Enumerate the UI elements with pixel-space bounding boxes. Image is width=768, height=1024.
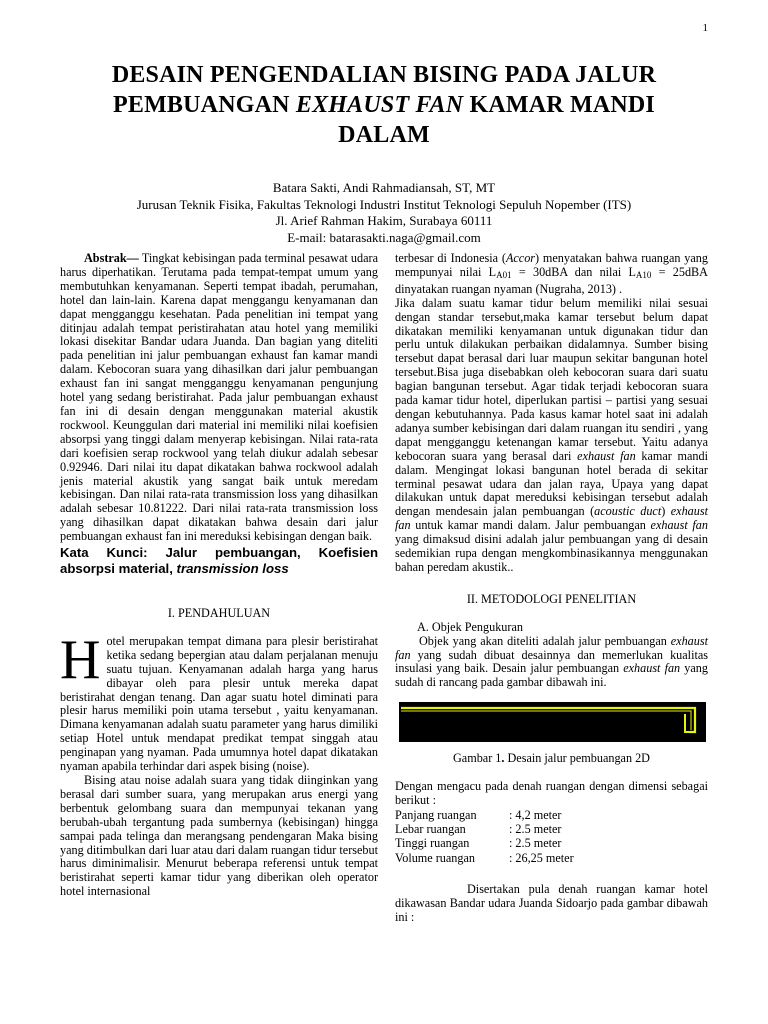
rp1-b: ) menyatakan bahwa ruangan yang mempunyai nilai L xyxy=(395,251,708,279)
rp2-c: ) xyxy=(661,504,671,519)
right-paragraph-5: Disertakan pula denah ruangan kamar hotel dikawasan Bandar udara Juanda Sidoarjo pada gambar dibawah ini : xyxy=(395,881,708,924)
keywords-text: Jalur pembuangan, Koefisien absorpsi material, xyxy=(60,545,378,577)
section-heading-introduction: I. PENDAHULUAN xyxy=(167,606,271,621)
rp1-subscript-1: A01 xyxy=(496,269,512,280)
dimension-value: : 2.5 meter xyxy=(509,836,562,851)
abstract-label: Abstrak— xyxy=(84,251,139,265)
rp3-c: yang sudah di rancang pada gambar dibawah ini. xyxy=(395,661,708,690)
dimension-value: : 4,2 meter xyxy=(509,808,562,822)
rp2-d: untuk kamar mandi dalam. Jalur pembuangan xyxy=(410,518,651,533)
dimension-label: Volume ruangan xyxy=(395,850,475,865)
rp3-a: Objek yang akan diteliti adalah jalur pembuangan xyxy=(419,633,671,648)
dimension-label: Tinggi ruangan xyxy=(395,836,470,851)
table-row xyxy=(395,822,574,836)
rp3-emphasis-1: exhaust fan xyxy=(395,633,708,662)
dimension-value: : 2.5 meter xyxy=(509,822,562,837)
figure-caption xyxy=(395,752,708,766)
table-row xyxy=(395,851,574,865)
dimension-label: Lebar ruangan xyxy=(395,822,466,837)
drop-cap: H xyxy=(60,628,101,691)
rp3-b: yang sudah dibuat desainnya dan memerlukan kualitas insulasi yang baik. Desain jalur pembuangan xyxy=(395,647,708,676)
rp2-b: kamar mandi dalam. Mengingat lokasi bangunan hotel berada di sekitar terminal pesawat udara dan jalan raya, Upaya yang dapat dilakukan untuk dapat mereduksi kebisingan tersebut adalah dengan mendesain jalan pembuangan ( xyxy=(395,448,708,519)
rp2-e: yang dimaksud disini adalah jalur pembuangan yang di desain sedemikian rupa dengan mengkombinasikannya menggunakan bahan peredam akustik.. xyxy=(395,532,708,574)
intro-paragraph-1 xyxy=(60,628,378,774)
title-line-2-post: KAMAR MANDI xyxy=(463,92,655,118)
right-paragraph-1 xyxy=(395,252,708,297)
intro-paragraph-2: Bising atau noise adalah suara yang tidak diinginkan yang berasal dari sumber suara, yang merupakan arus energi yang berbentuk gelombang suara dan mempunyai tekanan yang berubah-ubah tergantung pada sumbernya (kebisingan) hingga sampai pada telinga dan merangsang pendengaran Maka bising yang ditimbulkan dari luar atau dari dalam ruangan tidur tersebut harus diminimalisir. Menurut beberapa referensi untuk tempat beristirahat seperti kamar tidur yang diberikan oleh operator hotel internasional xyxy=(60,773,378,899)
author-address: Jl. Arief Rahman Hakim, Surabaya 60111 xyxy=(275,213,493,228)
rp2-emphasis-3: exhaust fan xyxy=(395,504,708,533)
title-line-1: DESAIN PENGENDALIAN BISING PADA JALUR xyxy=(111,62,657,88)
abstract-text: Tingkat kebisingan pada terminal pesawat udara harus diperhatikan. Terutama pada tempat-tempat umum yang membutuhkan kenyamanan. Seperti tempat ibadah, perumahan, hotel dan lain-lain. Karena dapat menggangu kenyamanan dan dapat mengganggu kesehatan. Pada penelitian ini tempat yang ditinjau adalah tempat peristirahatan atau hotel yang memiliki lokasi disekitar Bandar udara Juanda. Dan bagian yang diteliti pada penelitian ini jalur pembuangan exhaust fan kamar mandi dalam. Kebocoran suara yang dihasilkan dari jalur pembuangan exhaust fan ini sangat mengganggu kenyamanan pengunjung hotel yang sedang beristirahat. Pada jalur pembuangan exhaust fan ini di desain dengan menggunakan material akustik rockwool. Keunggulan dari material ini memiliki nilai koefisien absorpsi yang tinggi dalam menyerap kebisingan. Nilai rata-rata dari koefisien serap rockwool yang telah diukur adalah sebesar 0.92946. Dari nilai itu dapat dikatakan bahwa rockwool adalah jenis material akustik yang sangat baik untuk meredam kebisingan. Dan nilai rata-rata transmission loss yang dihasilkan adalah sebesar 10.81222. Dari nilai rata-rata transmission loss yang dihasilkan dapat dikatakan bahwa desain dari jalur pembuangan exhaust fan ini mereduksi kebisingan dengan baik. xyxy=(60,251,378,544)
figure-caption-dot: . xyxy=(501,751,505,766)
section-heading-methodology: II. METODOLOGI PENELITIAN xyxy=(466,591,637,606)
table-row xyxy=(395,808,574,822)
author-names: Batara Sakti, Andi Rahmadiansah, ST, MT xyxy=(272,180,496,195)
right-column xyxy=(395,252,708,925)
right-paragraph-2 xyxy=(395,297,708,575)
page-number: 1 xyxy=(702,22,708,34)
author-affiliation: Jurusan Teknik Fisika, Fakultas Teknologi Industri Institut Teknologi Sepuluh Nopember (ITS) xyxy=(136,196,632,212)
keywords xyxy=(60,545,378,577)
rp3-emphasis-2: exhaust fan xyxy=(623,661,681,676)
left-column xyxy=(60,252,378,899)
duct-drawing xyxy=(399,702,706,742)
figure-duct-2d xyxy=(399,702,706,742)
title-line-2 xyxy=(90,90,678,120)
rp2-emphasis-4: exhaust fan xyxy=(650,518,708,533)
title-line-2-pre: PEMBUANGAN xyxy=(113,92,296,118)
rp1-subscript-2: A10 xyxy=(635,269,652,280)
figure-caption-text: Desain jalur pembuangan 2D xyxy=(504,751,650,766)
author-email: E-mail: batarasakti.naga@gmail.com xyxy=(287,229,481,245)
dimension-value: : 26,25 meter xyxy=(509,850,574,865)
intro-paragraph-1-text: otel merupakan tempat dimana para plesir beristirahat ketika sedang bepergian atau dalam perjalanan menuju suatu tujuan. Kenyamanan adalah harga yang harus dibayar oleh para plesir untuk mereka dapat beristirahat dengan tenang. Dan agar suatu hotel diminati para plesir harus memiliki poin utama tersebut , yaitu kenyamanan. Dimana kenyamanan adalah suatu parameter yang harus dimiliki setiap Hotel untuk mendapat predikat tempat singgah atau penginapan yang nyaman. Pada umumnya hotel dapat dikatakan nyaman apabila terhindar dari aspek bising (noise). xyxy=(60,633,378,774)
rp1-d: = 25dBA dinyatakan ruangan nyaman (Nugraha, 2013) . xyxy=(395,264,708,296)
dimension-label: Panjang ruangan xyxy=(395,808,477,822)
paper-title xyxy=(90,60,678,150)
rp1-c: = 30dBA dan nilai L xyxy=(511,264,636,279)
right-paragraph-4: Dengan mengacu pada denah ruangan dengan dimensi sebagai berikut : xyxy=(395,779,708,808)
table-row xyxy=(395,836,574,850)
rp2-emphasis-1: exhaust fan xyxy=(577,448,636,463)
author-block xyxy=(90,180,678,246)
rp2-a: Jika dalam suatu kamar tidur belum memiliki nilai sesuai dengan standar tersebut,maka kamar tersebut belum dapat dikatakan memiliki kenyamanan untuk digunakan tidur dan perlu untuk dilakukan perbaikan didalamnya. Sumber bising tersebut dapat berasal dari luar maupun sekitar bangunan hotel tersebut.Bisa juga disebabkan oleh kebocoran suara dari suatu bagian bangunan tersebut. Agar tidak terjadi kebocoran suara pada kamar tidur hotel, diperlukan partisi – partisi yang sesuai dengan kebutuhannya. Pada kasus kamar hotel saat ini adalah adanya sumber kebisingan dari dalam ruangan itu sendiri , yang dapat mengganggu ketenangan kamar tersebut. Yaitu adanya kebocoran suara yang berasal dari xyxy=(395,295,708,463)
keywords-label: Kata Kunci xyxy=(60,545,144,561)
subsection-heading-object: A. Objek Pengukuran xyxy=(417,619,523,634)
abstract xyxy=(60,252,378,544)
rp1-emphasis: Accor xyxy=(505,251,536,265)
rp2-emphasis-2: acoustic duct xyxy=(594,504,662,519)
room-dimensions-table xyxy=(395,808,574,865)
rp1-a: terbesar di Indonesia ( xyxy=(395,251,506,265)
title-line-2-emphasis: EXHAUST FAN xyxy=(295,92,464,118)
figure-caption-label: Gambar 1 xyxy=(453,751,502,766)
right-paragraph-3 xyxy=(395,635,708,691)
keywords-separator: : xyxy=(143,545,166,561)
title-line-3: DALAM xyxy=(338,122,430,148)
keywords-emphasis: transmission loss xyxy=(176,561,289,577)
